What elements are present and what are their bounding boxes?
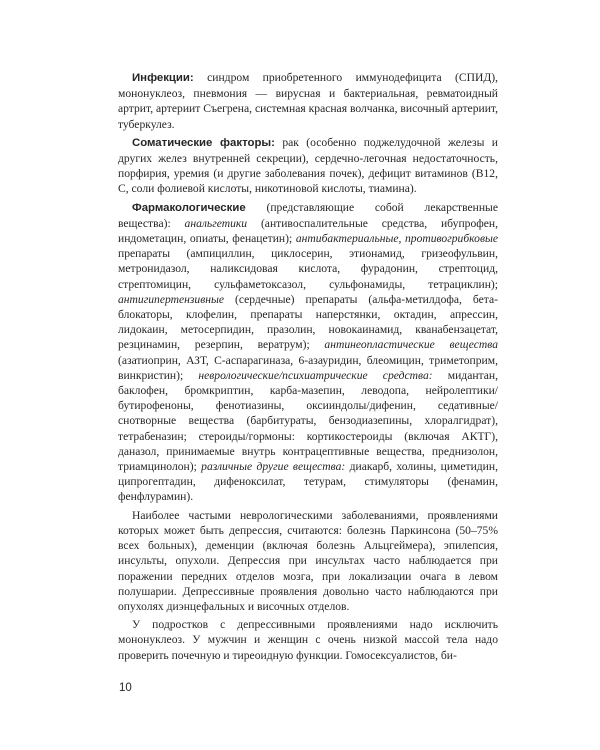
heading-somatic: Соматические факторы:: [132, 136, 275, 149]
paragraph-infections: [118, 70, 498, 132]
pharm-text-5: (азатиоприн, АЗТ, C-аспарагиназа, 6-азауридин, блеомицин, триметоприм, винкристин);: [118, 353, 498, 382]
heading-infections: Инфекции:: [132, 72, 194, 84]
pharm-text-2: (антивоспалительные средства, ибупрофен, индометацин, опиаты, фенацетин);: [118, 216, 498, 246]
pharm-term-antibacterial: антибактериальные, противогрибковые: [295, 232, 498, 246]
pharm-term-antihypertensive: антигипертензивные: [118, 292, 224, 306]
paragraph-infections-text: синдром приобретенного иммунодефицита (СПИД), мононуклеоз, пневмония — вирусная и бактериальная, ревматоидный артрит, артериит Съегрена, системная красная волчанка, височный артериит, туберкулез.: [118, 71, 498, 131]
pharm-text-1: (представляющие собой лекарственные вещества):: [118, 200, 498, 230]
pharm-term-other: различные другие вещества:: [201, 460, 346, 474]
pharm-text-6: мидантан, баклофен, бромкриптин, карба-мазепин, леводопа, нейролептики/бутирофеноны, фенотиазины, оксииндолы/дифенин, седативные/снотворные вещества (барбитураты, бензодиазепины, хлоралгидрат), тетрабеназин; стероиды/гормоны: кортикостероиды (включая АКТГ), даназол, принимаемые внутрь контрацептивные вещества, преднизолон, триамцинолон);: [118, 368, 498, 474]
pharm-term-antineoplastic: антинеопластические вещества: [324, 338, 498, 352]
paragraph-neurological: [118, 508, 498, 614]
pharm-term-analgesics: анальгетики: [184, 216, 248, 230]
paragraph-pharmacological: [118, 200, 498, 505]
pharm-text-4: (сердечные) препараты (альфа-метилдофа, бета-блокаторы, клофелин, препараты наперстянки, октадин, апрессин, лидокаин, метосерпидин, празолин, новокаинамид, кванабензацетат, резцинамин, резерпин, вератрум);: [118, 292, 498, 352]
pharm-text-3: препараты (ампициллин, циклосерин, этионамид, гризеофульвин, метронидазол, наликсидовая кислота, фурадонин, стрептоцид, стрептомицин, сульфаметоксазол, сульфонамиды, тетрациклин);: [118, 247, 498, 291]
page-body: [118, 70, 498, 663]
paragraph-adolescents: [118, 617, 498, 663]
paragraph-somatic: [118, 135, 498, 197]
page-number: 10: [119, 682, 132, 694]
paragraph-somatic-text: рак (особенно поджелудочной железы и других желез внутренней секреции), сердечно-легочная недостаточность, порфирия, уремия (и другие заболевания почек), дефицит витаминов (B12, C, соли фолиевой кислоты, никотиновой кислоты, тиамина).: [118, 135, 498, 196]
pharm-text-7: диакарб, холины, циметидин, ципрогептадин, дифеноксилат, тетурам, стимуляторы (фенамин, фенфлурамин).: [118, 460, 498, 504]
pharm-term-neuro-psych: неврологические/психиатрические средства:: [198, 368, 433, 382]
paragraph-neurological-text: Наиболее частыми неврологическими заболеваниями, проявлениями которых может быть депрессия, считаются: болезнь Паркинсона (50–75% всех больных), деменции (включая болезнь Альцгеймера), эпилепсия, инсульты, опухоли. Депрессия при инсультах часто наблюдается при поражении передних отделов мозга, при локализации очага в левом полушарии. Депрессивные проявления довольно часто наблюдаются при опухолях диэнцефальных и височных отделов.: [118, 508, 498, 613]
heading-pharmacological: Фармакологические: [132, 201, 246, 214]
paragraph-adolescents-text: У подростков с депрессивными проявлениями надо исключить мононуклеоз. У мужчин и женщин с очень низкой массой тела надо проверить почечную и тиреоидную функции. Гомосексуалистов, би-: [118, 618, 498, 662]
